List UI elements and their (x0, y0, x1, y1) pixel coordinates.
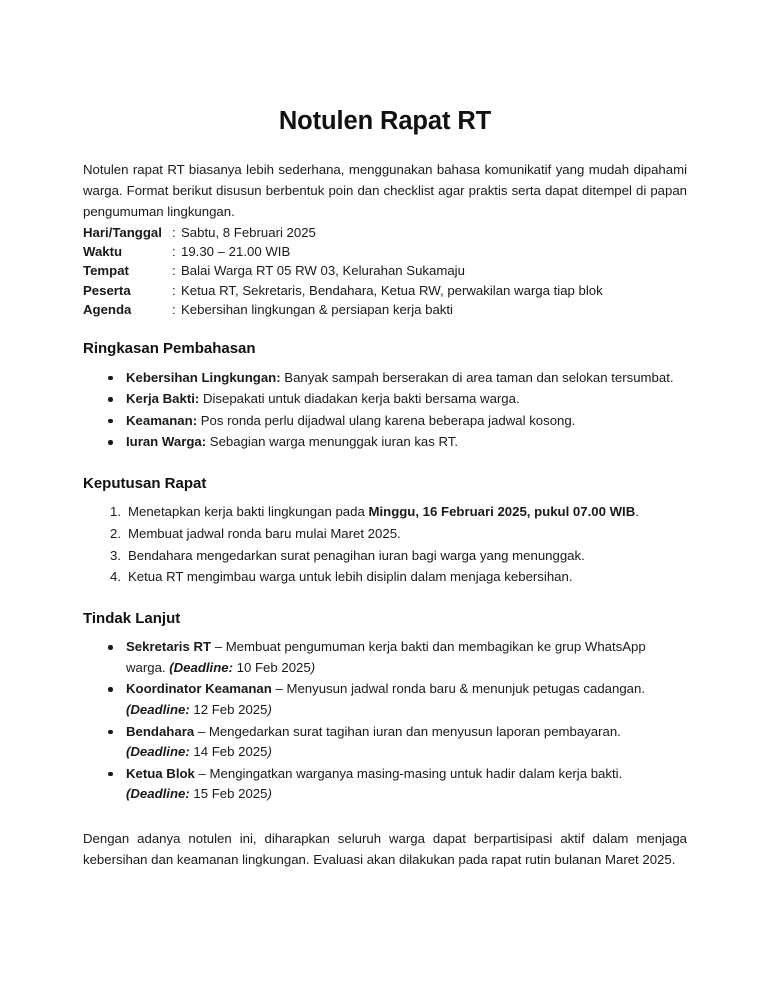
deadline-close-paren: ) (267, 744, 272, 760)
item-text-before: Membuat jadwal ronda baru mulai Maret 2025. (128, 526, 401, 542)
item-text: Disepakati untuk diadakan kerja bakti bersama warga. (199, 391, 520, 407)
item-text-after: . (635, 504, 639, 520)
item-role: Koordinator Keamanan (126, 681, 272, 697)
deadline-close-paren: ) (310, 659, 316, 675)
section-heading-tindak-lanjut: Tindak Lanjut (83, 609, 181, 627)
list-item (83, 722, 687, 763)
deadline-value: 15 Feb 2025 (189, 786, 268, 802)
ringkasan-list (83, 359, 687, 453)
deadline-label: (Deadline: (126, 786, 190, 802)
item-text-before: Bendahara mengedarkan surat penagihan iuran bagi warga yang menunggak. (128, 547, 585, 563)
meta-label-tempat: Tempat (83, 263, 129, 279)
keputusan-list (83, 493, 687, 587)
table-row (83, 300, 687, 319)
meta-text: Ketua RT, Sekretaris, Bendahara, Ketua RW, perwakilan warga tiap blok (181, 282, 603, 298)
table-row (83, 261, 687, 280)
list-item (83, 637, 687, 678)
list-item (83, 502, 687, 523)
list-item (83, 389, 687, 410)
meeting-details-table (83, 223, 687, 319)
item-text: – Menyusun jadwal ronda baru & menunjuk petugas cadangan. (271, 681, 645, 697)
list-item (83, 764, 687, 805)
meta-colon: : (172, 301, 176, 317)
meta-value-waktu (172, 242, 687, 261)
deadline-close-paren: ) (267, 702, 272, 718)
list-item (83, 679, 687, 720)
list-item (83, 567, 687, 588)
meta-value-agenda (172, 300, 687, 319)
meta-value-hari-tanggal (172, 223, 687, 242)
table-row (83, 242, 687, 261)
section-heading-keputusan: Keputusan Rapat (83, 474, 207, 492)
meta-text: Balai Warga RT 05 RW 03, Kelurahan Sukamaju (181, 263, 465, 279)
list-item (83, 524, 687, 545)
item-emphasis: Minggu, 16 Februari 2025, pukul 07.00 WIB (368, 504, 636, 520)
closing-paragraph: Dengan adanya notulen ini, diharapkan seluruh warga dapat berpartisipasi aktif dalam menjaga kebersihan dan keamanan lingkungan. Evaluasi akan dilakukan pada rapat rutin bulanan Maret 2025. (83, 831, 687, 868)
meta-value-peserta (172, 281, 687, 300)
item-role: Ketua Blok (126, 765, 195, 781)
item-text-before: Ketua RT mengimbau warga untuk lebih disiplin dalam menjaga kebersihan. (128, 569, 573, 585)
item-text: – Mengedarkan surat tagihan iuran dan menyusun laporan pembayaran. (194, 723, 621, 739)
item-role: Sekretaris RT (126, 639, 212, 655)
table-row (83, 223, 687, 242)
meta-text: Sabtu, 8 Februari 2025 (181, 224, 316, 240)
deadline-value: 12 Feb 2025 (189, 702, 268, 718)
item-text: – Mengingatkan warganya masing-masing untuk hadir dalam kerja bakti. (194, 765, 623, 781)
meta-label-waktu: Waktu (83, 243, 123, 259)
deadline-label: (Deadline: (126, 744, 190, 760)
meta-colon: : (172, 263, 176, 279)
item-label: Kebersihan Lingkungan: (126, 369, 281, 385)
deadline-label: (Deadline: (169, 659, 233, 675)
list-item (83, 546, 687, 567)
item-text: Banyak sampah berserakan di area taman dan selokan tersumbat. (280, 369, 674, 385)
meta-value-tempat (172, 261, 687, 280)
document-content (83, 0, 687, 871)
item-text: – Membuat pengumuman kerja bakti dan membagikan ke grup WhatsApp warga. (126, 639, 646, 675)
item-role: Bendahara (126, 723, 195, 739)
page-title: Notulen Rapat RT (278, 107, 492, 135)
meeting-details-body (83, 223, 687, 319)
item-label: Kerja Bakti: (126, 391, 200, 407)
intro-paragraph: Notulen rapat RT biasanya lebih sederhana, menggunakan bahasa komunikatif yang mudah dipahami warga. Format berikut disusun berbentuk poin dan checklist agar praktis serta dapat ditempel di papan pengumuman lingkungan. (83, 161, 687, 220)
deadline-label: (Deadline: (126, 702, 190, 718)
list-item (83, 411, 687, 432)
deadline-value: 10 Feb 2025 (233, 659, 311, 675)
meta-text: 19.30 – 21.00 WIB (181, 243, 291, 259)
deadline-close-paren: ) (267, 786, 272, 802)
list-item (83, 432, 687, 453)
meta-label-peserta: Peserta (83, 282, 131, 298)
meta-label-agenda: Agenda (83, 301, 132, 317)
item-text-before: Menetapkan kerja bakti lingkungan pada (128, 504, 369, 520)
meta-colon: : (172, 243, 176, 259)
table-row (83, 281, 687, 300)
item-text: Sebagian warga menunggak iuran kas RT. (206, 434, 459, 450)
deadline-value: 14 Feb 2025 (189, 744, 268, 760)
list-item (83, 368, 687, 389)
item-label: Keamanan: (126, 412, 198, 428)
meta-label-hari-tanggal: Hari/Tanggal (83, 224, 162, 240)
item-text: Pos ronda perlu dijadwal ulang karena beberapa jadwal kosong. (197, 412, 576, 428)
meta-colon: : (172, 282, 176, 298)
item-label: Iuran Warga: (126, 434, 207, 450)
meta-colon: : (172, 224, 176, 240)
meta-text: Kebersihan lingkungan & persiapan kerja bakti (181, 301, 453, 317)
section-heading-ringkasan: Ringkasan Pembahasan (83, 340, 256, 358)
tindak-lanjut-list (83, 628, 687, 805)
